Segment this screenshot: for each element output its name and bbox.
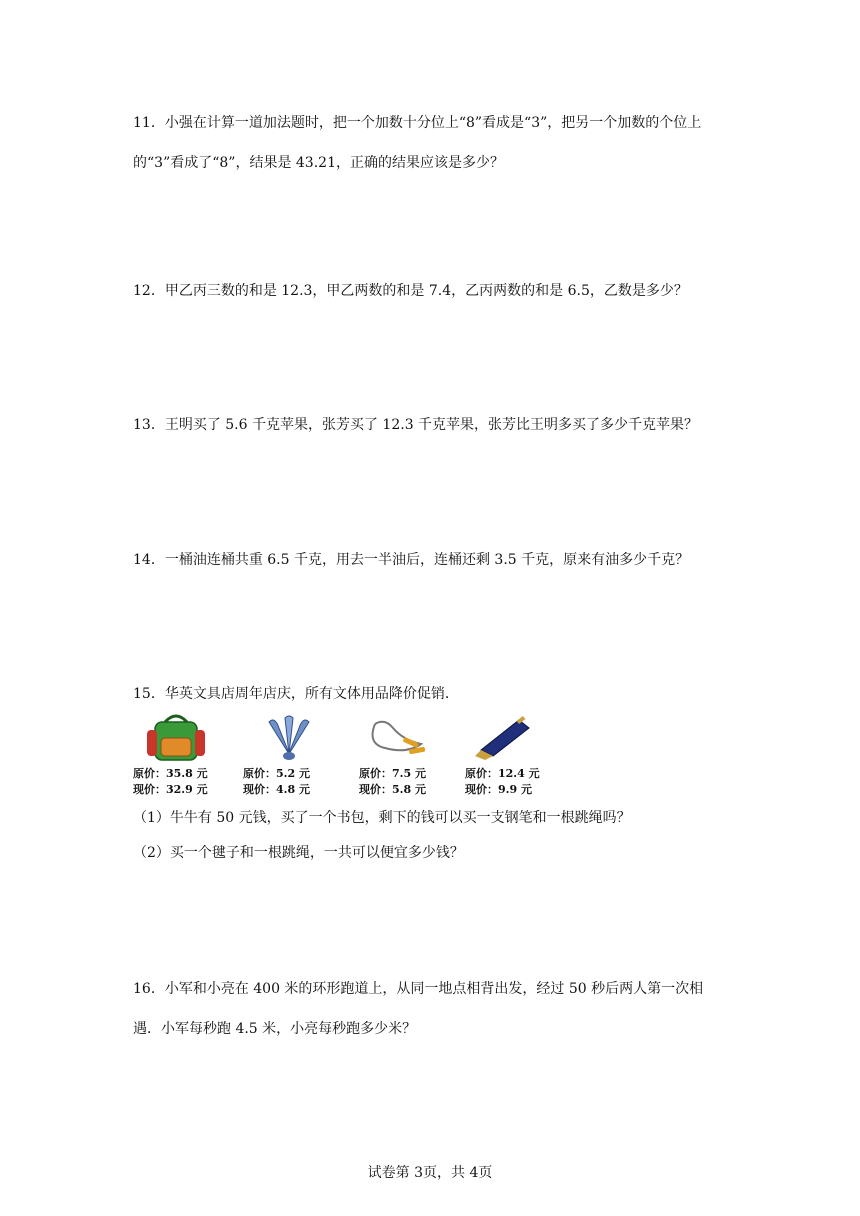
question-14: 14．一桶油连桶共重 6.5 千克，用去一半油后，连桶还剩 3.5 千克，原来有油多少千克？ <box>133 552 690 568</box>
question-11-line-1: 11．小强在计算一道加法题时，把一个加数十分位上“8”看成是“3”，把另一个加数的个位上 <box>133 115 702 131</box>
shuttlecock-current-price: 现价：4.8 元 <box>243 783 310 796</box>
product-backpack <box>133 710 243 802</box>
question-16-line-1: 16．小军和小亮在 400 米的环形跑道上，从同一地点相背出发，经过 50 秒后两人第一次相 <box>133 981 704 997</box>
question-16-line-2: 遇．小军每秒跑 4.5 米，小亮每秒跑多少米？ <box>133 1021 417 1037</box>
jump-rope-icon <box>363 714 433 762</box>
jump-rope-original-price: 原价：7.5 元 <box>359 767 426 780</box>
question-11-line-2: 的“3”看成了“8”，结果是 43.21，正确的结果应该是多少？ <box>133 155 504 171</box>
question-12: 12．甲乙丙三数的和是 12.3，甲乙两数的和是 7.4，乙丙两数的和是 6.5，乙数是多少？ <box>133 283 688 299</box>
fountain-pen-original-price: 原价：12.4 元 <box>465 767 540 780</box>
product-list <box>133 710 583 802</box>
backpack-icon <box>141 710 211 762</box>
page-footer: 试卷第 3页，共 4页 <box>367 1165 493 1181</box>
question-15-sub-1: （1）牛牛有 50 元钱，买了一个书包，剩下的钱可以买一支钢笔和一根跳绳吗？ <box>133 810 631 826</box>
question-15-sub-2: （2）买一个毽子和一根跳绳，一共可以便宜多少钱？ <box>133 845 464 861</box>
backpack-original-price: 原价：35.8 元 <box>133 767 208 780</box>
fountain-pen-current-price: 现价：9.9 元 <box>465 783 532 796</box>
product-shuttlecock <box>243 710 353 802</box>
product-jump-rope <box>359 710 469 802</box>
fountain-pen-icon <box>471 712 541 760</box>
shuttlecock-original-price: 原价：5.2 元 <box>243 767 310 780</box>
product-fountain-pen <box>465 710 575 802</box>
jump-rope-current-price: 现价：5.8 元 <box>359 783 426 796</box>
question-15-title: 15．华英文具店周年店庆，所有文体用品降价促销． <box>133 686 459 702</box>
backpack-current-price: 现价：32.9 元 <box>133 783 208 796</box>
question-13: 13．王明买了 5.6 千克苹果，张芳买了 12.3 千克苹果，张芳比王明多买了多少千克苹果？ <box>133 417 699 433</box>
shuttlecock-icon <box>259 714 319 762</box>
